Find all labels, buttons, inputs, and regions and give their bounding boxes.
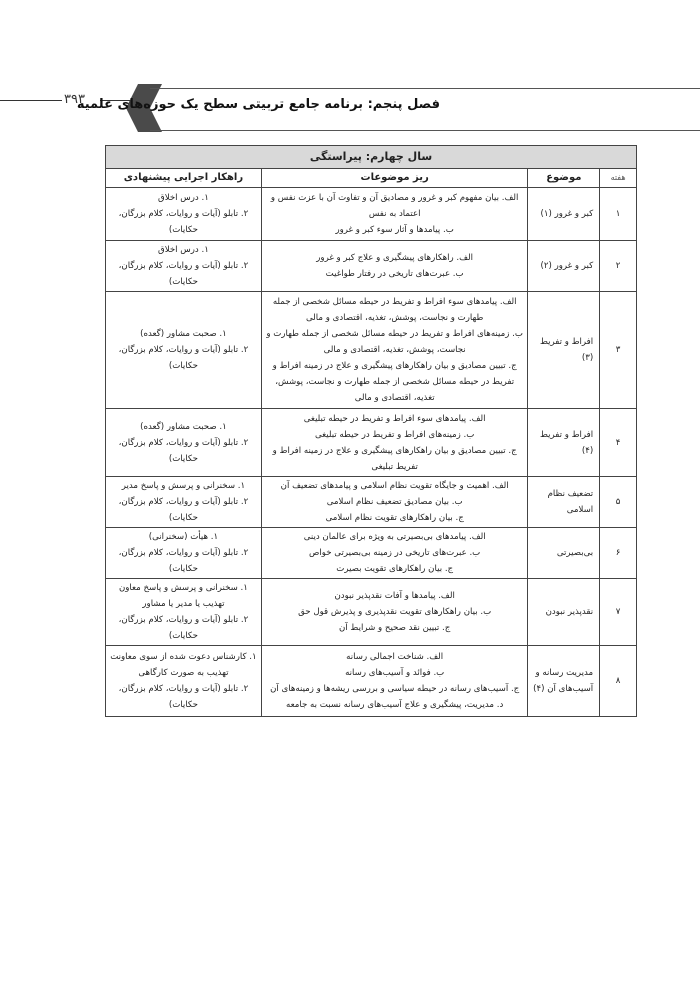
topic-cell: مدیریت رسانه و آسیب‌های آن (۴) [528,646,600,717]
table-row [106,477,637,528]
solutions-cell [106,579,262,646]
subtopic-item: ب. بیان مصادیق تضعیف نظام اسلامی [326,497,463,507]
subtopic-item: الف. شناخت اجمالی رسانه [346,652,444,662]
solution-item: ۱. هیأت (سخنرانی) [148,532,219,542]
solutions-cell [106,528,262,579]
subtopics-cell [261,646,528,717]
solutions-cell [106,409,262,477]
subtopic-item: ب. عبرت‌های تاریخی در زمینه بی‌بصیرتی خواص [309,548,481,558]
subtopic-item: الف. پیامدها و آفات نقدپذیر نبودن [334,591,455,601]
solution-item: ۲. تابلو (آیات و روایات، کلام بزرگان، حکایات) [118,345,249,371]
solutions-cell [106,292,262,409]
solution-item: ۱. صحبت مشاور (گعده) [140,421,227,432]
solution-item: ۲. تابلو (آیات و روایات، کلام بزرگان، حکایات) [118,497,249,523]
subtopic-item: الف. راهکارهای پیشگیری و علاج کبر و غرور [316,253,474,263]
week-cell: ۸ [600,646,637,717]
subtopic-item: ج. بیان راهکارهای تقویت بصیرت [336,564,454,574]
solution-item: ۲. تابلو (آیات و روایات، کلام بزرگان، حکایات) [118,615,249,641]
header-rule-left [0,100,62,101]
table-row [106,646,637,717]
solutions-cell [106,188,262,241]
subtopic-item: ب. بیان راهکارهای تقویت نقدپذیری و پذیرش قول حق [298,607,492,617]
subtopics-cell [261,292,528,409]
subtopic-item: الف. پیامدهای بی‌بصیرتی به ویژه برای عالمان دینی [303,532,486,542]
table-row [106,188,637,241]
subtopics-cell [261,528,528,579]
column-header-week: هفته [600,169,637,188]
solutions-cell [106,477,262,528]
solution-item: ۲. تابلو (آیات و روایات، کلام بزرگان، حکایات) [118,684,249,710]
column-header-solutions: راهکار اجرایی پیشنهادی [106,169,262,188]
subtopic-item: ج. آسیب‌های رسانه در حیطه سیاسی و بررسی ریشه‌ها و زمینه‌های آن [270,684,520,694]
subtopic-item: الف. پیامدهای سوء افراط و تفریط در حیطه تبلیغی [303,413,486,424]
subtopic-item: ب. زمینه‌های افراط و تفریط در حیطه مسائل شخصی از جمله طهارت و نجاست، پوشش، تغذیه، اقتصادی و مالی [266,329,523,355]
topic-cell: کبر و غرور (۱) [528,188,600,241]
subtopics-cell [261,241,528,292]
solution-item: ۱. کارشناس دعوت شده از سوی معاونت تهذیب به صورت کارگاهی [110,652,257,678]
solutions-cell [106,241,262,292]
week-cell: ۱ [600,188,637,241]
header-rule-bottom [150,130,700,131]
chapter-title: فصل پنجم: برنامه جامع تربیتی سطح یک حوزه‌های علمیه [76,97,440,112]
subtopic-item: الف. اهمیت و جایگاه تقویت نظام اسلامی و پیامدهای تضعیف آن [280,481,509,491]
solution-item: ۱. سخنرانی و پرسش و پاسخ مدیر [121,481,246,491]
topic-cell: بی‌بصیرتی [528,528,600,579]
solution-item: ۲. تابلو (آیات و روایات، کلام بزرگان، حکایات) [118,437,249,464]
subtopic-item: د. مدیریت، پیشگیری و علاج آسیب‌های رسانه نسبت به جامعه [286,700,504,710]
column-header-subtopics: ریز موضوعات [261,169,528,188]
topic-cell: تضعیف نظام اسلامی [528,477,600,528]
week-cell: ۴ [600,409,637,477]
subtopic-item: الف. بیان مفهوم کبر و غرور و مصادیق آن و تفاوت آن با عزت نفس و اعتماد به نفس [270,193,519,219]
curriculum-table [105,145,637,717]
week-cell: ۶ [600,528,637,579]
subtopic-item: ب. پیامدها و آثار سوء کبر و غرور [335,225,454,235]
table-row [106,241,637,292]
table-row [106,528,637,579]
week-cell: ۲ [600,241,637,292]
subtopic-item: ج. بیان راهکارهای تقویت نظام اسلامی [325,513,464,523]
page-number: ۳۹۳ [64,92,85,107]
table-row [106,409,637,477]
topic-cell: نقدپذیر نبودن [528,579,600,646]
subtopic-item: ج. تبیین نقد صحیح و شرایط آن [338,623,451,633]
topic-cell: افراط و تفریط (۳) [528,292,600,409]
topic-cell: افراط و تفریط (۴) [528,409,600,477]
solution-item: ۱. درس اخلاق [158,245,209,255]
subtopic-item: ج. تبیین مصادیق و بیان راهکارهای پیشگیری و علاج در زمینه افراط و تفریط در حیطه مسائل شخصی از جمله طهارت و نجاست، پوشش، تغذیه، اقتصادی و مالی [272,361,517,403]
solution-item: ۱. سخنرانی و پرسش و پاسخ معاون تهذیب یا مدیر یا مشاور [118,583,248,609]
topic-cell: کبر و غرور (۲) [528,241,600,292]
solution-item: ۱. صحبت مشاور (گعده) [140,329,227,339]
subtopics-cell [261,188,528,241]
solution-item: ۱. درس اخلاق [158,193,209,203]
solution-item: ۲. تابلو (آیات و روایات، کلام بزرگان، حکایات) [118,209,249,235]
subtopics-cell [261,477,528,528]
header-rule-top [150,88,700,89]
week-cell: ۷ [600,579,637,646]
solution-item: ۲. تابلو (آیات و روایات، کلام بزرگان، حکایات) [118,261,249,287]
table-row [106,579,637,646]
table-title: سال چهارم: پیراستگی [106,146,637,169]
week-cell: ۵ [600,477,637,528]
subtopics-cell [261,409,528,477]
solution-item: ۲. تابلو (آیات و روایات، کلام بزرگان، حکایات) [118,548,249,574]
subtopics-cell [261,579,528,646]
table-row [106,292,637,409]
subtopic-item: الف. پیامدهای سوء افراط و تفریط در حیطه مسائل شخصی از جمله طهارت و نجاست، پوشش، تغذیه، اقتصادی و مالی [272,297,517,323]
column-header-topic: موضوع [528,169,600,188]
week-cell: ۳ [600,292,637,409]
solutions-cell [106,646,262,717]
subtopic-item: ج. تبیین مصادیق و بیان راهکارهای پیشگیری و علاج در زمینه افراط و تفریط تبلیغی [272,445,517,472]
subtopic-item: ب. زمینه‌های افراط و تفریط در حیطه تبلیغی [314,429,475,440]
subtopic-item: ب. عبرت‌های تاریخی در رفتار طواغیت [325,269,464,279]
subtopic-item: ب. فوائد و آسیب‌های رسانه [345,668,445,678]
